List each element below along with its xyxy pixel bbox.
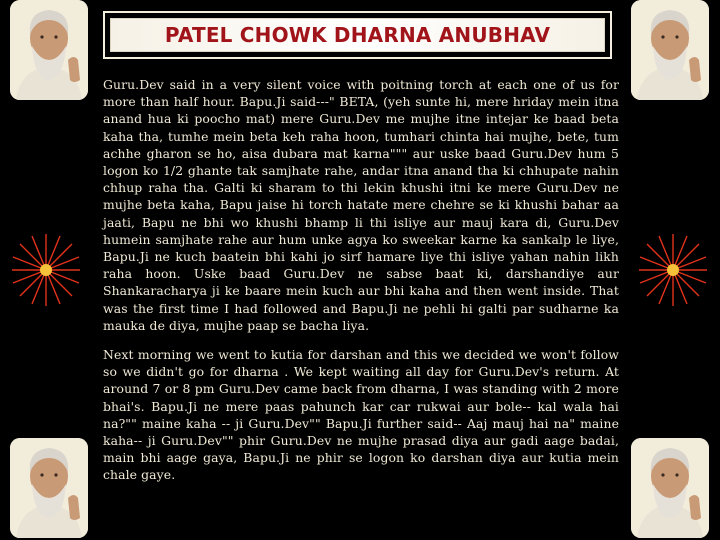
firework-left-icon [8, 230, 84, 310]
firework-right-icon [635, 230, 711, 310]
paragraph-2: Next morning we went to kutia for darshan and this we decided we won't follow so we didn't go for dharna . We kept waiting all day for Guru.Dev's return. At around 7 or 8 pm Guru.Dev came back from dharna, I was standing with 2 more bhai's. Bapu.Ji ne mere paas pahunch kar car rukwai aur bole-- kal wala hai na?"" maine kaha -- ji Guru.Dev"" Bapu.Ji further said-- Aaj mauj hai na" maine kaha-- ji Guru.Dev"" phir Guru.Dev ne mujhe prasad diya aur gadi aage badai, main bhi aage gaya, Bapu.Ji ne phir se logon ko darshan diya aur kutia mein chale gaye. [103, 347, 619, 483]
saint-portrait-icon [631, 0, 709, 100]
saint-portrait-icon [10, 438, 88, 538]
saint-portrait-icon [631, 438, 709, 538]
title-frame [103, 11, 612, 59]
portrait-top-right [631, 0, 709, 100]
title-panel [110, 18, 605, 52]
saint-portrait-icon [10, 0, 88, 100]
body-text [103, 76, 619, 496]
portrait-bottom-right [631, 438, 709, 538]
paragraph-1: Guru.Dev said in a very silent voice with poitning torch at each one of us for more than half hour. Bapu.Ji said---" BETA, (yeh sunte hi, mere hriday mein itna anand hua ki poocho mat) mere Guru.Dev me mujhe itne intejar ke baad beta kaha tha, tumhe mein beta keh raha hoon, tumhari chinta hai mujhe, bete, tum achhe gharon se ho, aisa dubara mat karna""" aur uske baad Guru.Dev hum 5 logon ko 1/2 ghante tak samjhate rahe, andar itna anand tha ki chhupate nahin chhup raha tha. Galti ki sharam to thi lekin khushi itni ke mere Guru.Dev ne mujhe beta kaha, Bapu jaise hi torch hatate mere chehre se ki khushi bahar aa jaati, Bapu ne bhi wo khushi bhamp li thi isliye aur mauj kara di, Guru.Dev humein samjhate rahe aur hum unke agya ko sweekar karne ka sankalp le liye, Bapu.Ji ne kuch baatein bhi kahi jo sirf hamare liye thi isliye yahan nahin likh raha hoon. Uske baad Guru.Dev ne sabse baat ki, darshandiye aur Shankaracharya ji ke baare mein kuch aur bhi kaha and then went inside. That was the first time I had followed and Bapu.Ji ne pehli hi galti par sudharne ka mauka de diya, mujhe paap se bacha liya. [103, 77, 619, 333]
portrait-top-left [10, 0, 88, 100]
page-title: PATEL CHOWK DHARNA ANUBHAV [164, 23, 551, 47]
portrait-bottom-left [10, 438, 88, 538]
